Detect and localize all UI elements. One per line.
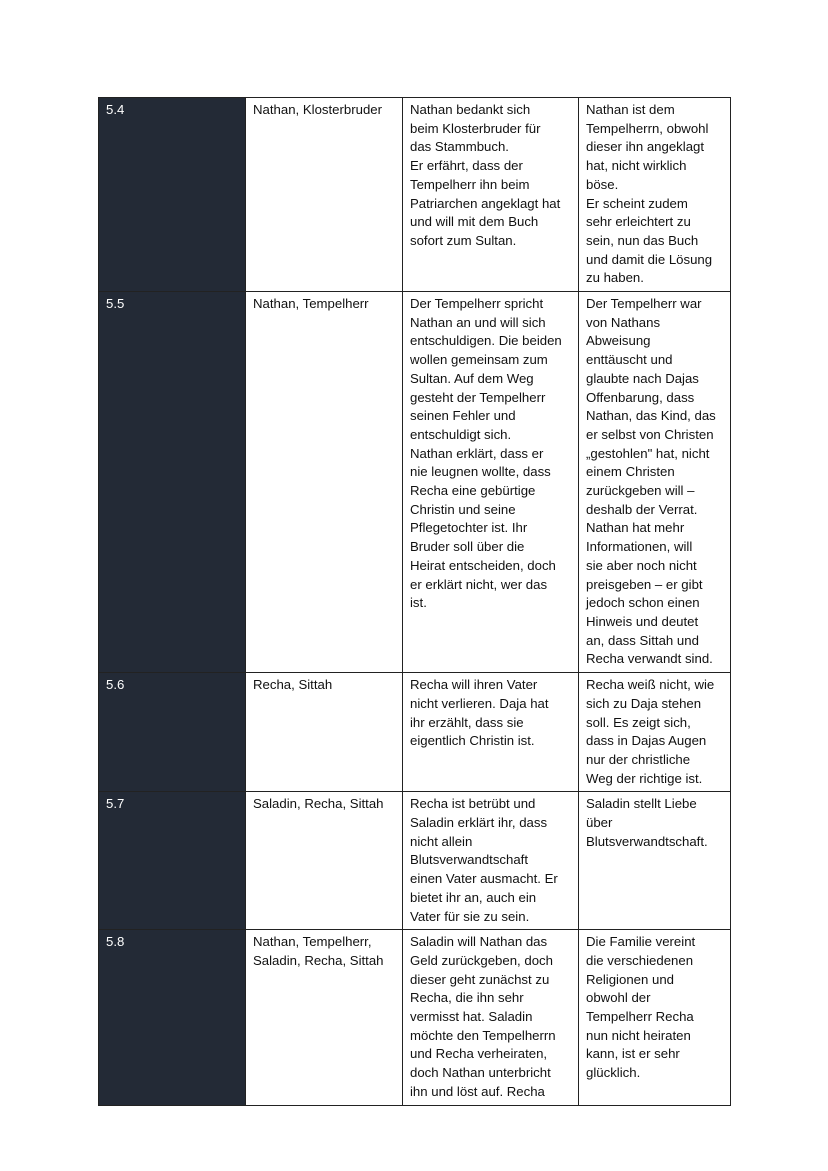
analysis-cell — [579, 292, 731, 673]
characters-text: Nathan, Tempelherr — [253, 296, 369, 312]
scene-table — [98, 97, 731, 1106]
characters-cell — [246, 792, 403, 930]
characters-text: Nathan, Tempelherr, Saladin, Recha, Sittah — [253, 934, 384, 968]
content-cell — [403, 292, 579, 673]
scene-number-cell — [99, 930, 246, 1105]
content-text: Recha will ihren Vater nicht verlieren. Daja hat ihr erzählt, dass sie eigentlich Christin ist. — [410, 677, 549, 749]
scene-number-cell — [99, 673, 246, 792]
analysis-text: Saladin stellt Liebe über Blutsverwandtschaft. — [586, 796, 708, 849]
content-cell — [403, 792, 579, 930]
analysis-cell — [579, 930, 731, 1105]
content-cell — [403, 930, 579, 1105]
content-text: Der Tempelherr spricht Nathan an und will sich entschuldigen. Die beiden wollen gemeinsam zum Sultan. Auf dem Weg gesteht der Tempelherr seinen Fehler und entschuldigt sich. Nathan erklärt, dass er nie leugnen wollte, dass Recha eine gebürtige Christin und seine Pflegetochter ist. Ihr Bruder soll über die Heirat entscheiden, doch er erklärt nicht, wer das ist. — [410, 296, 562, 611]
table-row — [99, 292, 731, 673]
scene-number: 5.7 — [106, 796, 125, 812]
table-row — [99, 930, 731, 1105]
analysis-cell — [579, 792, 731, 930]
table-row — [99, 792, 731, 930]
characters-cell — [246, 292, 403, 673]
content-cell — [403, 673, 579, 792]
analysis-text: Recha weiß nicht, wie sich zu Daja stehen soll. Es zeigt sich, dass in Dajas Augen nur der christliche Weg der richtige ist. — [586, 677, 715, 786]
analysis-cell — [579, 98, 731, 292]
scene-number: 5.6 — [106, 677, 125, 693]
content-cell — [403, 98, 579, 292]
content-text: Nathan bedankt sich beim Klosterbruder für das Stammbuch. Er erfährt, dass der Tempelherr ihn beim Patriarchen angeklagt hat und will mit dem Buch sofort zum Sultan. — [410, 102, 561, 248]
analysis-text: Die Familie vereint die verschiedenen Religionen und obwohl der Tempelherr Recha nun nicht heiraten kann, ist er sehr glücklich. — [586, 934, 696, 1081]
characters-text: Nathan, Klosterbruder — [253, 102, 383, 117]
table-row — [99, 98, 731, 292]
scene-number: 5.8 — [106, 934, 125, 950]
content-text: Recha ist betrübt und Saladin erklärt ihr, dass nicht allein Blutsverwandtschaft einen Vater ausmacht. Er bietet ihr an, auch ein Vater für sie zu sein. — [410, 796, 558, 924]
characters-cell — [246, 98, 403, 292]
scene-number-cell — [99, 98, 246, 292]
scene-number-cell — [99, 792, 246, 930]
characters-text: Saladin, Recha, Sittah — [253, 796, 384, 812]
characters-text: Recha, Sittah — [253, 677, 333, 693]
analysis-cell — [579, 673, 731, 792]
content-text: Saladin will Nathan das Geld zurückgeben, doch dieser geht zunächst zu Recha, die ihn sehr vermisst hat. Saladin möchte den Tempelherrn und Recha verheiraten, doch Nathan unterbricht ihn und löst auf. Recha — [410, 934, 556, 1099]
scene-number-cell — [99, 292, 246, 673]
analysis-text: Nathan ist dem Tempelherrn, obwohl dieser ihn angeklagt hat, nicht wirklich böse. Er scheint zudem sehr erleichtert zu sein, nun das Buch und damit die Lösung zu haben. — [586, 102, 713, 286]
characters-cell — [246, 930, 403, 1105]
scene-number: 5.4 — [106, 102, 125, 117]
scene-number: 5.5 — [106, 296, 125, 312]
analysis-text: Der Tempelherr war von Nathans Abweisung enttäuscht und glaubte nach Dajas Offenbarung, dass Nathan, das Kind, das er selbst von Christen „gestohlen" hat, nicht einem Christen zurückgeben will – deshalb der Verrat. Nathan hat mehr Informationen, will sie aber noch nicht preisgeben – er gibt jedoch schon einen Hinweis und deutet an, dass Sittah und Recha verwandt sind. — [586, 296, 716, 667]
table-row — [99, 673, 731, 792]
characters-cell — [246, 673, 403, 792]
